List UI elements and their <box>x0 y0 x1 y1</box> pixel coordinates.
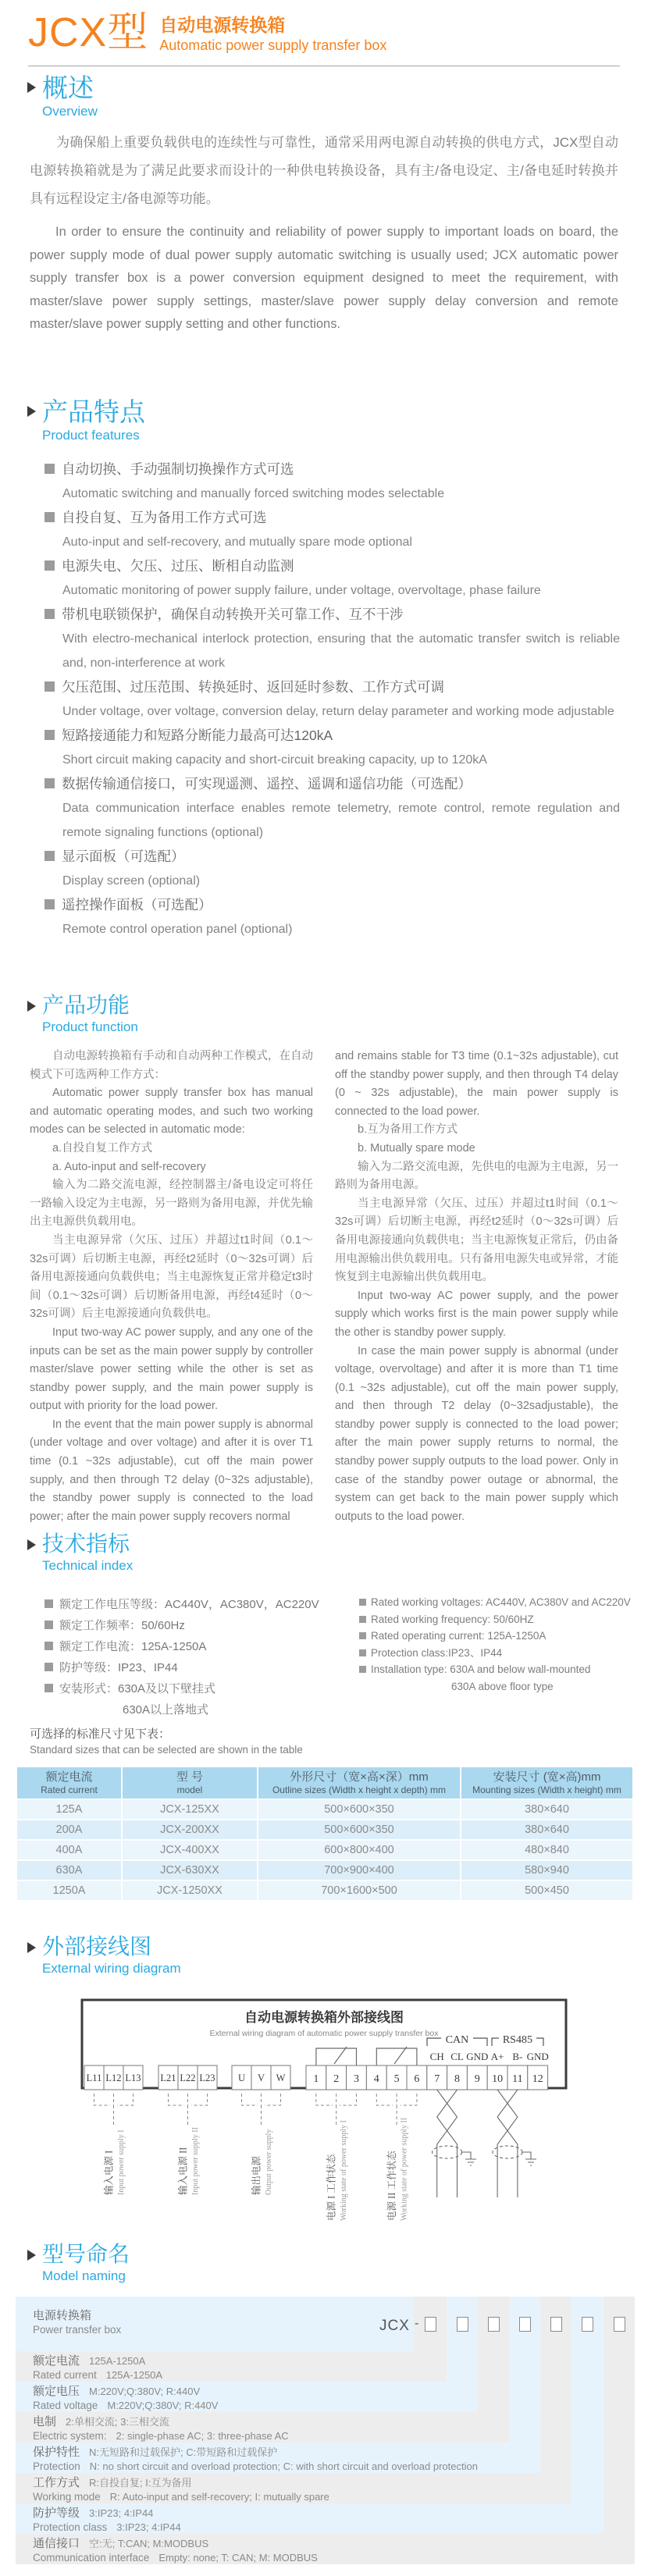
cell-model: JCX-1250XX <box>123 1881 257 1900</box>
column-header: 型 号 model <box>123 1767 257 1799</box>
cell-rated-current: 400A <box>17 1841 121 1859</box>
cell-rated-current: 630A <box>17 1861 121 1880</box>
feature-en: Short circuit making capacity and short-circuit breaking capacity, up to 120kA <box>62 753 487 767</box>
sizes-section <box>0 1727 648 1902</box>
square-bullet-icon <box>45 512 55 522</box>
function-paragraph: 输入为二路交流电源，先供电的电源为主电源，另一路则为备用电源。 <box>335 1160 618 1192</box>
section-arrow-icon <box>27 406 36 417</box>
feature-zh: 自动切换、手动强制切换操作方式可选 <box>62 461 294 477</box>
wiring-section <box>0 1934 648 2233</box>
function-paragraph: Input two-way AC power supply, and the power supply which works first is the main power supply while the other is standby power supply. <box>335 1289 618 1339</box>
svg-text:Working state of power supply: Working state of power supply II <box>400 2117 409 2221</box>
section-arrow-icon <box>27 1539 36 1550</box>
naming-row: 保护特性 N:无短路和过载保护; C:带短路和过载保护 Protection N: no short circuit and overload protection; C: with short circuit and overload protection <box>16 2443 540 2473</box>
terminal-box <box>306 2065 548 2090</box>
square-bullet-icon <box>45 899 55 909</box>
group-brace-icon <box>94 2094 417 2127</box>
pin-label: CL <box>450 2051 464 2062</box>
function-paragraph: and remains stable for T3 time (0.1~32s adjustable), cut off the standby power supply, and then through T4 delay (0 ~ 32s adjustable), the main power supply is connected to the load power. <box>335 1050 618 1118</box>
feature-item <box>45 845 620 893</box>
square-bullet-icon <box>45 1684 53 1692</box>
cell-rated-current: 1250A <box>17 1881 121 1900</box>
pin-label: A+ <box>490 2051 504 2062</box>
cell-model: JCX-630XX <box>123 1861 257 1880</box>
feature-en: Remote control operation panel (optional) <box>62 923 293 936</box>
model-code-box <box>425 2317 436 2332</box>
feature-zh: 数据传输通信接口，可实现遥测、遥控、遥调和遥信功能（可选配） <box>62 776 472 792</box>
relay-contact-icon <box>316 2047 417 2065</box>
feature-item <box>45 506 620 554</box>
feature-zh: 自投自复、互为备用工作方式可选 <box>62 510 267 525</box>
cell-outline-size: 700×900×400 <box>258 1861 460 1880</box>
svg-text:电源 II 工作状态: 电源 II 工作状态 <box>386 2151 398 2221</box>
square-bullet-icon <box>45 1599 53 1608</box>
technical-heading <box>27 1532 648 1575</box>
cell-mounting-size: 380×640 <box>461 1800 632 1819</box>
column-header: 安装尺寸 (宽×高)mm Mounting sizes (Width x height) mm <box>461 1767 632 1799</box>
feature-item <box>45 603 620 675</box>
table-header-row <box>17 1767 632 1799</box>
function-heading <box>27 993 648 1037</box>
function-paragraph: 当主电源异常（欠压、过压）并超过t1时间（0.1～32s可调）后切断主电源，再经t2延时（0～32s可调）后备用电源接通向负载供电；当主电源恢复正常并稳定t3时间（0.1～32s可调）后切断备用电源，再经t4延时（0～32s可调）后主电源接通向负载供电。 <box>30 1233 313 1321</box>
product-title-zh: 自动电源转换箱 <box>159 15 286 35</box>
heading-zh: 概述 <box>42 73 94 102</box>
pin-label: GND <box>466 2051 489 2062</box>
feature-item <box>45 772 620 845</box>
feature-en: Data communication interface enables remote telemetry, remote control, remote regulation and remote signaling functions (optional) <box>62 802 620 839</box>
svg-text:输入电源 II: 输入电源 II <box>177 2147 189 2195</box>
naming-strip <box>447 2297 478 2382</box>
spec-item: Rated operating current: 125A-1250A <box>359 1628 632 1645</box>
model-code-box <box>488 2317 500 2332</box>
svg-text:L12: L12 <box>105 2073 122 2083</box>
naming-heading <box>27 2242 648 2286</box>
naming-row: 防护等级 3:IP23; 4:IP44 Protection class 3:IP23; 4:IP44 <box>16 2503 603 2534</box>
feature-zh: 短路接通能力和短路分断能力最高可达120kA <box>62 728 333 743</box>
feature-en: Display screen (optional) <box>62 874 201 888</box>
feature-en: With electro-mechanical interlock protection, ensuring that the automatic transfer switch is reliable and, non-interference at work <box>62 632 620 670</box>
square-bullet-icon <box>359 1616 366 1623</box>
cell-model: JCX-200XX <box>123 1820 257 1839</box>
naming-row: 工作方式 R:自投自复; I:互为备用 Working mode R: Auto-input and self-recovery; I: mutually spare <box>16 2473 571 2503</box>
column-header: 额定电流 Rated current <box>17 1767 121 1799</box>
model-code-prefix: JCX <box>379 2318 410 2334</box>
function-paragraph: b. Mutually spare mode <box>358 1141 475 1155</box>
table-row <box>17 1800 632 1819</box>
square-bullet-icon <box>359 1666 366 1673</box>
feature-zh: 显示面板（可选配） <box>62 849 185 864</box>
table-row <box>17 1841 632 1859</box>
spec-item: 额定工作频率：50/60Hz <box>45 1615 359 1636</box>
svg-text:7: 7 <box>434 2073 440 2085</box>
overview-paragraph-en: In order to ensure the continuity and reliability of power supply to important loads on board, the power supply mode of dual power supply automatic switching is usually used; JCX automatic power supply transfer box is a power conversion equipment designed to meet the requirement, with master/slave power supply settings, master/slave power supply delay conversion and remote master/slave power supply setting and other functions. <box>30 225 618 331</box>
model-code-box <box>519 2317 531 2332</box>
spec-item: Protection class:IP23、IP44 <box>359 1645 632 1662</box>
svg-text:输出电源: 输出电源 <box>251 2155 262 2195</box>
svg-text:11: 11 <box>512 2073 523 2085</box>
function-paragraph: a.自投自复工作方式 <box>52 1141 153 1155</box>
function-paragraph: 输入为二路交流电源，经控制器主/备电设定可将任一路输入设定为主电源，另一路则为备用电源，并优先输出主电源供负载用电。 <box>30 1179 313 1229</box>
feature-item <box>45 457 620 506</box>
section-arrow-icon <box>27 82 36 93</box>
overview-heading <box>27 74 648 121</box>
cell-model: JCX-125XX <box>123 1800 257 1819</box>
square-bullet-icon <box>45 681 55 692</box>
section-arrow-icon <box>27 1001 36 1012</box>
cell-model: JCX-400XX <box>123 1841 257 1859</box>
overview-section <box>0 74 648 336</box>
function-right-column <box>335 1048 618 1526</box>
rs485-bus-label: RS485 <box>502 2034 532 2046</box>
model-code-box <box>457 2317 468 2332</box>
svg-text:L22: L22 <box>180 2073 196 2083</box>
svg-text:Working state of power supply: Working state of power supply I <box>340 2120 348 2221</box>
square-bullet-icon <box>359 1632 366 1639</box>
pin-label: GND <box>526 2051 549 2062</box>
feature-item <box>45 893 620 941</box>
heading-zh: 产品特点 <box>42 397 145 426</box>
wiring-diagram <box>80 1998 568 2233</box>
square-bullet-icon <box>45 1642 53 1650</box>
naming-row: 电源转换箱 Power transfer box <box>16 2297 414 2351</box>
svg-text:10: 10 <box>492 2073 504 2085</box>
spec-item: Rated working voltages: AC440V, AC380V and AC220V <box>359 1594 632 1611</box>
product-title-en: Automatic power supply transfer box <box>159 37 387 53</box>
spec-item: Installation type: 630A and below wall-mounted <box>359 1661 632 1678</box>
svg-text:5: 5 <box>393 2073 400 2085</box>
svg-text:3: 3 <box>354 2073 359 2085</box>
cell-rated-current: 200A <box>17 1820 121 1839</box>
section-arrow-icon <box>27 2250 36 2261</box>
square-bullet-icon <box>45 730 55 740</box>
naming-strip <box>603 2297 635 2534</box>
heading-zh: 技术指标 <box>42 1532 130 1556</box>
model-naming-section <box>0 2242 648 2564</box>
cell-rated-current: 125A <box>17 1800 121 1819</box>
square-bullet-icon <box>45 1621 53 1629</box>
heading-en: Technical index <box>42 1558 134 1573</box>
function-paragraph: In the event that the main power supply is abnormal (under voltage and over voltage) and after it is over T1 time (0.1 ~32s adjustable), cut off the main power supply, and then through T2 delay (0~32s adjustable), the standby power supply is connected to the load power; after the main power supply recovers normal <box>30 1418 313 1523</box>
heading-en: Product function <box>42 1019 138 1034</box>
function-paragraph: 自动电源转换箱有手动和自动两种工作模式，在自动模式下可选两种工作方式： <box>30 1050 313 1081</box>
function-paragraph: In case the main power supply is abnormal (under voltage, overvoltage) and after it is more than T1 time (0.1 ~32s adjustable), cut off the main power supply, and then through T2 delay (0~32sadjustable), the standby power supply is connected to the load power; after the main power supply returns to normal, the standby power supply outputs to the load power. Only in case of the standby power outage or abnormal, the system can get back to the main power supply which outputs to the load power. <box>335 1344 618 1523</box>
svg-text:9: 9 <box>474 2073 480 2085</box>
spec-item: Rated working frequency: 50/60HZ <box>359 1611 632 1628</box>
svg-text:Output power supply: Output power supply <box>265 2129 273 2195</box>
feature-zh: 欠压范围、过压范围、转换延时、返回延时参数、工作方式可调 <box>62 679 444 695</box>
spec-item: 安装形式：630A及以下壁挂式 <box>45 1678 359 1699</box>
model-code-dash: - <box>415 2317 419 2330</box>
svg-text:L13: L13 <box>125 2073 141 2083</box>
heading-en: Overview <box>42 104 98 119</box>
cell-mounting-size: 580×940 <box>461 1861 632 1880</box>
heading-zh: 产品功能 <box>42 993 130 1017</box>
feature-en: Automatic monitoring of power supply failure, under voltage, overvoltage, phase failure <box>62 584 541 597</box>
sizes-note-zh: 可选择的标准尺寸见下表： <box>30 1727 171 1741</box>
svg-text:2: 2 <box>333 2073 340 2085</box>
svg-text:L21: L21 <box>160 2073 176 2083</box>
svg-text:电源 I 工作状态: 电源 I 工作状态 <box>326 2154 337 2221</box>
square-bullet-icon <box>359 1649 366 1656</box>
function-paragraph: Input two-way AC power supply, and any one of the inputs can be set as the main power supply by controller master/slave power setting while the other is set as standby power supply, and the main power supply is output with priority for the load power. <box>30 1325 313 1413</box>
page-header <box>0 0 648 55</box>
model-code-box <box>582 2317 593 2332</box>
cell-mounting-size: 380×640 <box>461 1820 632 1839</box>
square-bullet-icon <box>45 464 55 474</box>
column-header: 外形尺寸（宽×高×深）mm Outline sizes (Width x height x depth) mm <box>258 1767 460 1799</box>
wiring-heading <box>27 1934 648 1978</box>
feature-zh: 电源失电、欠压、过压、断相自动监测 <box>62 558 294 574</box>
spec-item-continuation: 630A above floor type <box>451 1680 554 1692</box>
svg-text:L23: L23 <box>199 2073 215 2083</box>
model-naming-diagram <box>16 2297 635 2564</box>
heading-en: External wiring diagram <box>42 1961 181 1976</box>
features-section <box>0 398 648 941</box>
feature-item <box>45 724 620 772</box>
group-labels <box>103 2118 409 2221</box>
svg-text:12: 12 <box>532 2073 543 2085</box>
naming-row: 额定电压 M:220V;Q:380V; R:440V Rated voltage M:220V;Q:380V; R:440V <box>16 2382 478 2412</box>
heading-zh: 型号命名 <box>42 2242 130 2266</box>
heading-en: Product features <box>42 428 140 443</box>
function-paragraph: Automatic power supply transfer box has manual and automatic operating modes, and such two working modes can be selected in automatic mode: <box>30 1087 313 1137</box>
function-section <box>0 993 648 1526</box>
spec-item: 防护等级：IP23、IP44 <box>45 1657 359 1678</box>
feature-zh: 带机电联锁保护，确保自动转换开关可靠工作、互不干涉 <box>62 607 404 622</box>
naming-row: 额定电流 125A-1250A Rated current 125A-1250A <box>16 2351 447 2382</box>
naming-row: 通信接口 空:无; T:CAN; M:MODBUS Communication interface Empty: none; T: CAN; M: MODBUS <box>16 2534 635 2564</box>
square-bullet-icon <box>45 778 55 788</box>
sizes-table <box>16 1766 634 1902</box>
heading-zh: 外部接线图 <box>42 1934 152 1959</box>
svg-text:4: 4 <box>373 2073 379 2085</box>
model-code-box <box>614 2317 625 2332</box>
tech-specs-zh <box>45 1594 359 1720</box>
feature-en: Automatic switching and manually forced switching modes selectable <box>62 487 445 500</box>
svg-text:6: 6 <box>414 2073 420 2085</box>
svg-text:V: V <box>257 2073 265 2083</box>
features-heading <box>27 398 648 445</box>
svg-text:8: 8 <box>454 2073 460 2085</box>
pin-label: CH <box>429 2051 444 2062</box>
naming-row: 电制 2:单相交流; 3:三相交流 Electric system: 2: single-phase AC; 3: three-phase AC <box>16 2412 509 2443</box>
function-left-column <box>30 1048 313 1526</box>
table-row <box>17 1820 632 1839</box>
feature-en: Auto-input and self-recovery, and mutually spare mode optional <box>62 535 412 549</box>
feature-item <box>45 554 620 603</box>
pin-label: B- <box>512 2051 523 2062</box>
feature-zh: 遥控操作面板（可选配） <box>62 897 212 913</box>
product-model-title: JCX型 <box>28 10 149 55</box>
technical-index-section <box>0 1532 648 1720</box>
function-paragraph: 当主电源异常（欠压、过压）并超过t1时间（0.1～32s可调）后切断主电源，再经t2延时（0～32s可调）后备用电源接通向负载供电；当主电源恢复正常后，仍由备用电源输出供负载用电。只有备用电源失电或异常，才能恢复到主电源输出供负载用电。 <box>335 1197 618 1284</box>
cell-outline-size: 500×600×350 <box>258 1800 460 1819</box>
feature-item <box>45 675 620 724</box>
heading-en: Model naming <box>42 2268 126 2283</box>
square-bullet-icon <box>45 560 55 571</box>
svg-text:Input power supply II: Input power supply II <box>191 2127 200 2195</box>
cell-outline-size: 600×800×400 <box>258 1841 460 1859</box>
cell-mounting-size: 500×450 <box>461 1881 632 1900</box>
spec-item: 额定工作电压等级：AC440V，AC380V，AC220V <box>45 1594 359 1615</box>
overview-paragraph-zh: 为确保船上重要负载供电的连续性与可靠性，通常采用两电源自动转换的供电方式，JCX型自动电源转换箱就是为了满足此要求而设计的一种供电转换设备，具有主/备电设定、主/备电延时转换并具有远程设定主/备电源等功能。 <box>30 135 618 206</box>
function-paragraph: a. Auto-input and self-recovery <box>52 1160 206 1173</box>
can-bus-label: CAN <box>445 2034 469 2046</box>
spec-item: 额定工作电流：125A-1250A <box>45 1636 359 1657</box>
table-row <box>17 1881 632 1900</box>
svg-text:1: 1 <box>313 2073 319 2085</box>
square-bullet-icon <box>45 609 55 619</box>
section-arrow-icon <box>27 1942 36 1953</box>
svg-text:Input power supply I: Input power supply I <box>117 2129 126 2195</box>
square-bullet-icon <box>45 851 55 861</box>
square-bullet-icon <box>45 1663 53 1671</box>
svg-text:L11: L11 <box>86 2073 102 2083</box>
model-code-box <box>550 2317 562 2332</box>
svg-text:U: U <box>237 2073 246 2083</box>
cell-outline-size: 700×1600×500 <box>258 1881 460 1900</box>
square-bullet-icon <box>359 1599 366 1606</box>
table-row <box>17 1861 632 1880</box>
tech-specs-en <box>359 1594 648 1720</box>
diagram-title-en: External wiring diagram of automatic power supply transfer box <box>209 2029 439 2038</box>
sizes-note-en: Standard sizes that can be selected are shown in the table <box>30 1744 303 1756</box>
cell-outline-size: 500×600×350 <box>258 1820 460 1839</box>
spec-item-continuation: 630A以上落地式 <box>123 1703 209 1717</box>
cell-mounting-size: 480×840 <box>461 1841 632 1859</box>
feature-en: Under voltage, over voltage, conversion delay, return delay parameter and working mode adjustable <box>62 705 614 718</box>
svg-text:输入电源 I: 输入电源 I <box>103 2150 115 2195</box>
function-paragraph: b.互为备用工作方式 <box>358 1123 458 1137</box>
svg-text:W: W <box>276 2073 286 2083</box>
diagram-title-zh: 自动电源转换箱外部接线图 <box>244 2010 404 2025</box>
twisted-pair-icon <box>433 2090 536 2197</box>
naming-strip <box>478 2297 509 2412</box>
